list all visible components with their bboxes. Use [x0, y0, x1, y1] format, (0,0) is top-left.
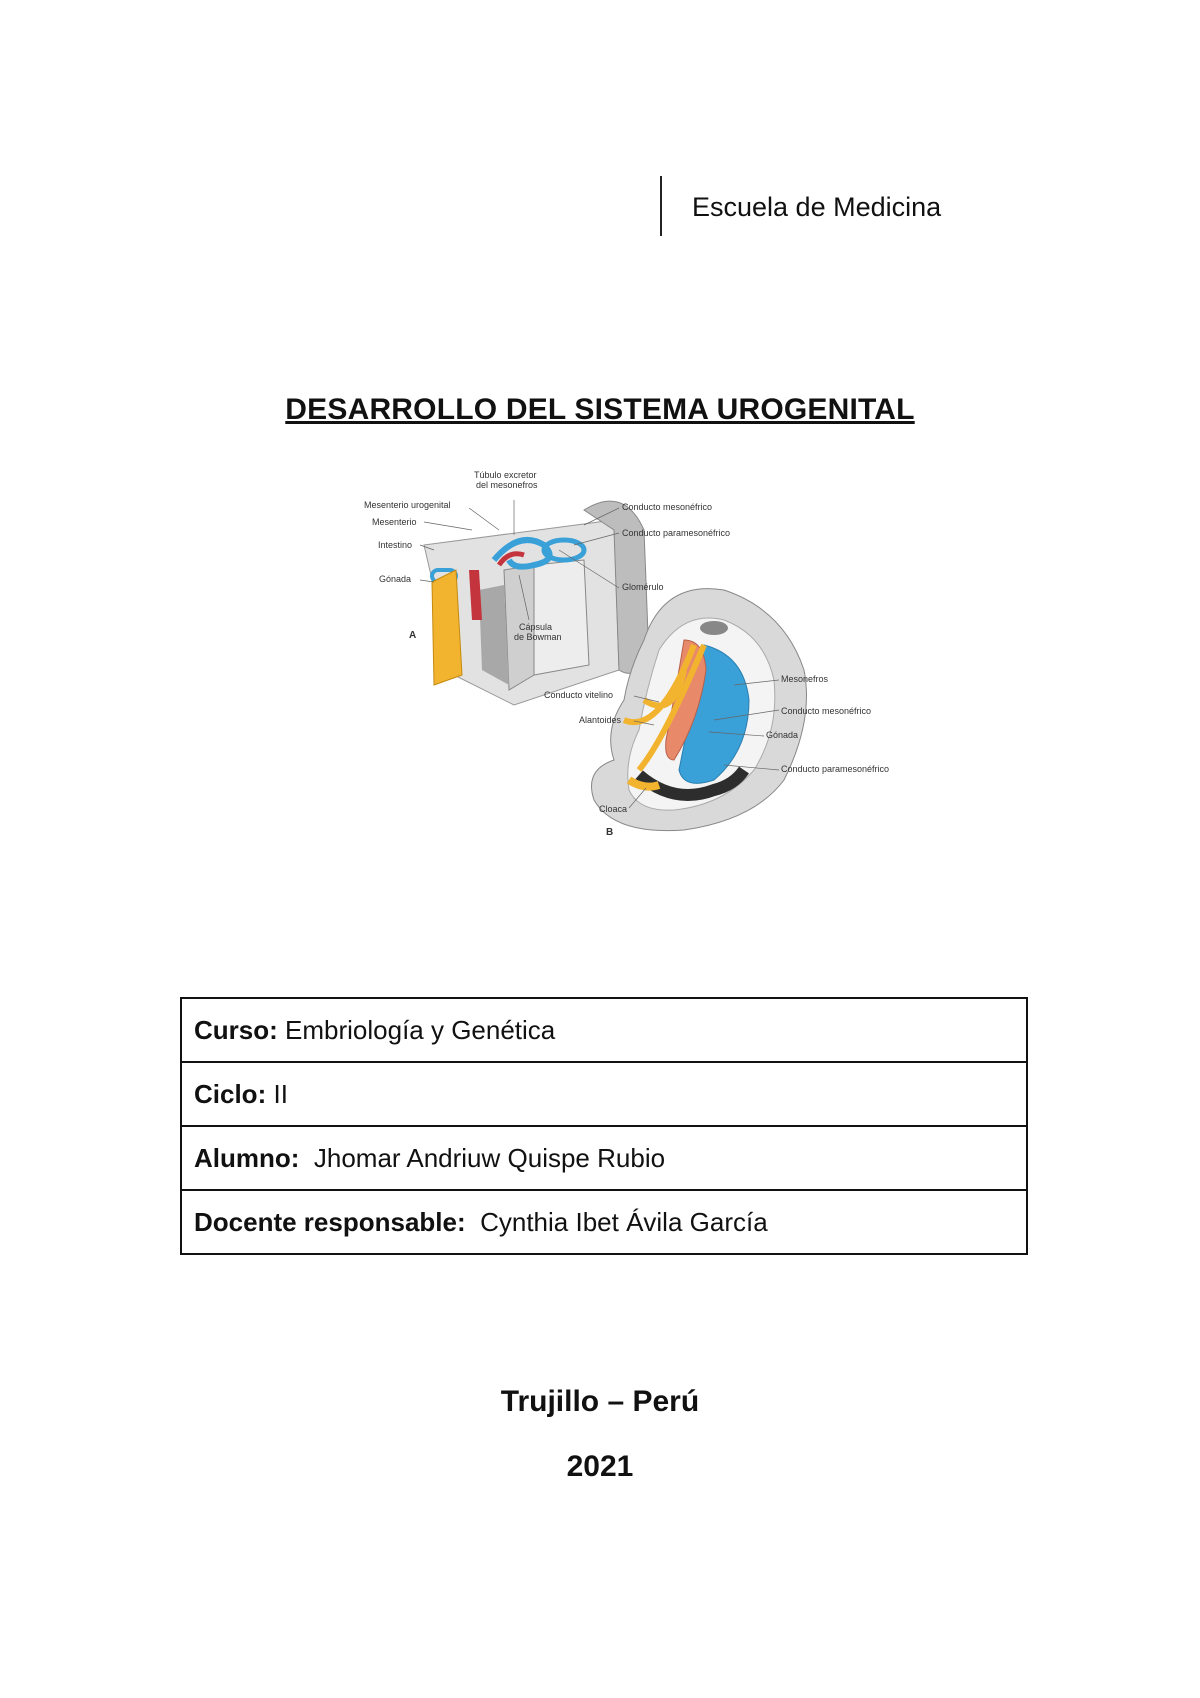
info-value: Jhomar Andriuw Quispe Rubio: [313, 1142, 666, 1173]
label-mesenterio-urogenital: Mesenterio urogenital: [364, 500, 451, 510]
label-alantoides: Alantoides: [579, 715, 622, 725]
label-capsula: Cápsula: [519, 622, 553, 632]
label-glomerulo: Glomérulo: [622, 582, 664, 592]
label-cloaca: Cloaca: [599, 804, 628, 814]
label-mesenterio: Mesenterio: [372, 517, 417, 527]
label-conducto-paramesonefrico-a: Conducto paramesonéfrico: [622, 528, 731, 538]
info-cell: [181, 998, 1027, 1062]
info-row-ciclo: [181, 1062, 1027, 1126]
info-cell: [181, 1062, 1027, 1126]
info-cell: [181, 1126, 1027, 1190]
label-gonada-a: Gónada: [379, 574, 412, 584]
label-conducto-mesonefrico-a: Conducto mesonéfrico: [622, 502, 713, 512]
info-row-curso: [181, 998, 1027, 1062]
urogenital-illustration: [364, 470, 940, 915]
info-row-alumno: [181, 1126, 1027, 1190]
info-value: Cynthia Ibet Ávila García: [480, 1206, 768, 1237]
label-gonada-b: Gónada: [766, 730, 799, 740]
label-conducto-mesonefrico-b: Conducto mesonéfrico: [781, 706, 872, 716]
info-table: [180, 997, 1028, 1255]
info-label: Alumno:: [194, 1142, 300, 1173]
panel-a-illustration: [424, 501, 649, 705]
city-country: Trujillo – Perú: [500, 1385, 700, 1418]
label-conducto-vitelino: Conducto vitelino: [544, 690, 614, 700]
info-value: Embriología y Genética: [285, 1014, 556, 1045]
document-year: 2021: [566, 1450, 634, 1483]
info-cell: [181, 1190, 1027, 1254]
label-mesonefros: Mesonefros: [781, 674, 829, 684]
label-de-bowman: de Bowman: [514, 632, 562, 642]
info-label: Docente responsable:: [194, 1206, 466, 1237]
panel-b-letter: B: [606, 827, 614, 838]
label-tubulo-1: Túbulo excretor: [474, 470, 537, 480]
school-name: Escuela de Medicina: [692, 192, 942, 222]
document-title: DESARROLLO DEL SISTEMA UROGENITAL: [285, 393, 915, 426]
info-label: Ciclo:: [194, 1078, 267, 1109]
label-intestino: Intestino: [378, 540, 413, 550]
panel-a-letter: A: [409, 630, 417, 641]
info-value: II: [273, 1078, 288, 1109]
info-row-docente: [181, 1190, 1027, 1254]
header-divider: [660, 176, 662, 236]
info-label: Curso:: [194, 1014, 278, 1045]
label-conducto-paramesonefrico-b: Conducto paramesonéfrico: [781, 764, 890, 774]
label-tubulo-2: del mesonefros: [476, 480, 538, 490]
urogenital-diagram: [364, 470, 940, 915]
